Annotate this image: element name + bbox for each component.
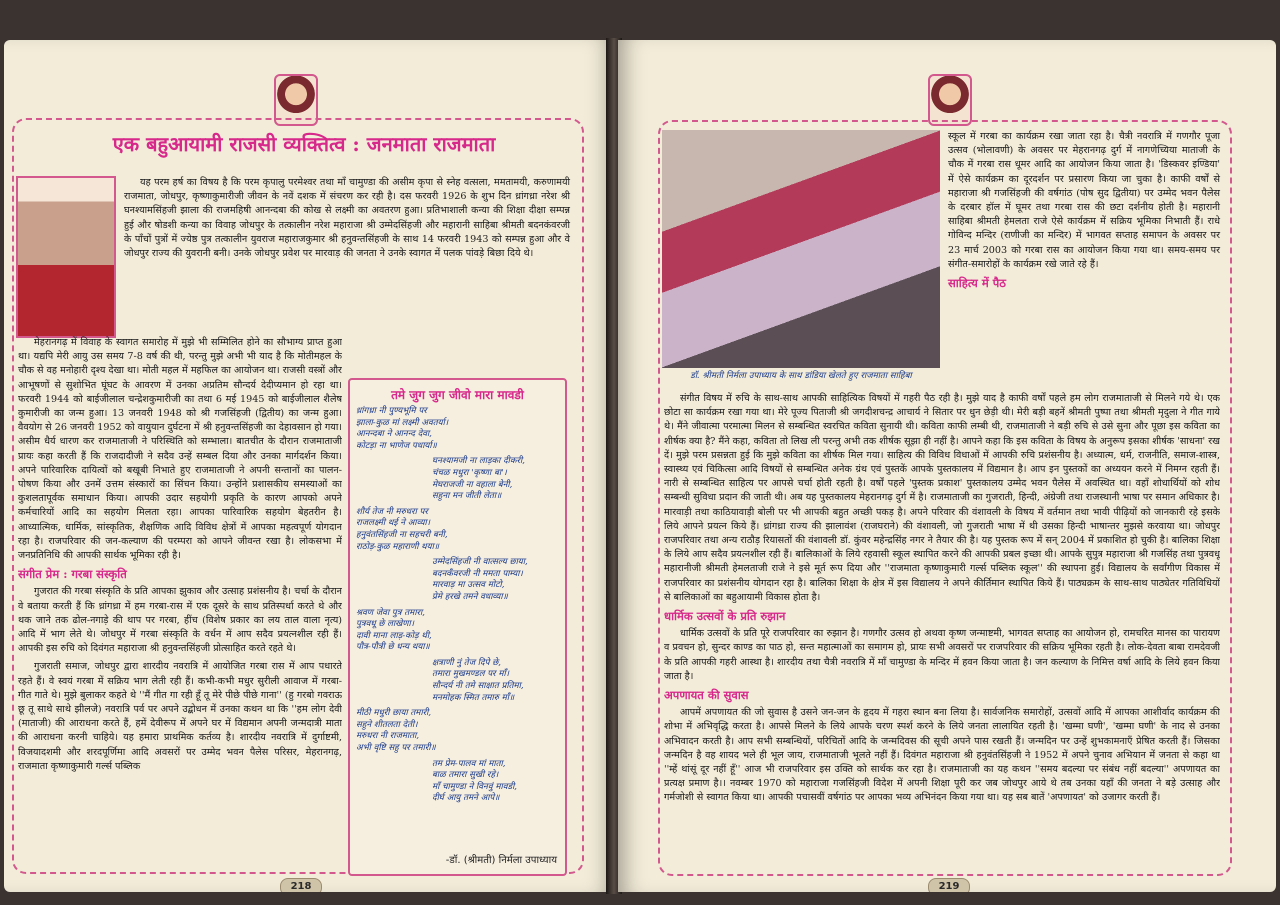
right-page [618, 40, 1276, 892]
poem-line: सहुना मन जीती लेता॥ [432, 491, 502, 502]
left-column [18, 336, 342, 872]
poem-line: मरुधरा नी राजमाता, [356, 731, 420, 742]
poem-stanza [356, 658, 559, 704]
poem-line: मारवाड़ मा उत्सव मोटो, [432, 580, 505, 591]
poem-line: तमारा मुखमण्डल पर माँ। [432, 669, 510, 680]
right-main-column [664, 392, 1220, 870]
paragraph-music: गुजरात की गरबा संस्कृति के प्रति आपका झुकाव और उत्साह प्रशंसनीय है। चर्चा के दौरान वे बताया करती हैं कि ध्रांगध्रा में हम गरबा-रास में एक दूसरे के साथ प्रतिस्पर्धा करते थे और थक जाने तक ढोल-नगाड़े की थाप पर गरबा, हींच (विशेष प्रकार का लय ताल वाला नृत्य) आदि में भाग लेते थे। जोधपुर में गरबा संस्कृति के वर्धन में आप सदैव प्रयत्नशील रही हैं। आपकी इस रुचि को दिवंगत महाराजा श्री हनुवन्तसिंहजी प्रोत्साहित करते रहते थे। [18, 586, 342, 655]
paragraph-2: मेहरानगढ़ में विवाह के स्वागत समारोह में मुझे भी सम्मिलित होने का सौभाग्य प्राप्त हुआ था। यद्यपि मेरी आयु उस समय 7-8 वर्ष की थी, परन्तु मुझे अभी भी याद है कि मोतीमहल के चौक से वह मनोहारी दृश्य देखा था। मोती महल में महफिल का आयोजन था। राजसी वस्त्रों और आभूषणों से सुशोभित घूंघट के आवरण में उनका अप्रतिम सौन्दर्य देदीप्यमान हो रहा था। फरवरी 1944 को बाईजीलाल चन्द्रेशकुमारीजी का तथा 6 मई 1945 को बाईजीलाल शैलेष कुमारीजी का जन्म हुआ। 13 जनवरी 1948 को श्री गजसिंहजी (द्वितीय) का जन्म हुआ। वैवयोग से 26 जनवरी 1952 को वायुयान दुर्घटना में श्री हनुवन्तसिंहजी का देहावसान हो गया। असीम धैर्य धारण कर राजमाताजी ने परिस्थिति को सम्भाला। बातचीत के दौरान राजमाताजी प्रायः कहा करती हैं कि राजदादीजी ने सदैव उन्हें सम्बल दिया और उनका मार्गदर्शन किया। अपने पारिवारिक दायित्वों को बखूबी निभाते हुए राजमाताजी ने अपनी सन्तानों का पालन-पोषण किया और उनमें उत्तम संस्कारों का सिंचन किया। उन्होंने प्रशासकीय समस्याओं का कुशलतापूर्वक समाधान किया। आपकी उदार सहयोगी प्रकृति के कारण आपको अपने कर्मचारियों आदि का सहयोग मिलता रहा। आपका पारिवारिक सहयोग बेहतरीन है। आध्यात्मिक, धार्मिक, सांस्कृतिक, शैक्षणिक आदि विविध क्षेत्रों में आपका महत्वपूर्ण योगदान रहा है। राजपरिवार की जन-कल्याण की परम्परा को आपने जीवन्त रखा है। लोकसभा में जनप्रतिनिधि की आपकी सार्थक भूमिका रही है। [18, 337, 342, 562]
poem-line: झाला-कुळ मां लक्ष्मी अवतर्या। [356, 417, 449, 428]
poem-line: राजलक्ष्मी थई ने आव्या। [356, 518, 430, 529]
poem-line: क्षत्राणी नुं तेज दिपे छे, [432, 657, 501, 668]
poem-line: घनश्यामजी ना लाड़का दीकरी, [432, 456, 525, 467]
paragraph-garba: गुजराती समाज, जोधपुर द्वारा शारदीय नवरात्रि में आयोजित गरबा रास में आप पधारते रहते हैं। वे स्वयं गरबा में सक्रिय भाग लेती रही हैं। कभी-कभी मधुर सुरीली आवाज में गरबा-गीत गाते थे। मुझे बुलाकर कहते थे ''मैं गीत गा रही हूँ तू मेरे पीछे पीछे गाना'' (हु गरबो गवराऊ छू तू साथे साथे झीलजे) नवरात्रि पर्व पर अपने उद्बोधन में उनका कथन था कि ''हम लोग देवी (माताजी) की आराधना करते हैं, हमें देवीरूप में अपने घर में विद्यमान अपनी जन्मदात्री माता की आराधना करनी चाहिये। यह हमारा प्राथमिक कर्तव्य है। शारदीय नवरात्रि में दुर्गाष्टमी, विजयादशमी और शरदपूर्णिमा आदि अवसरों पर उम्मेद भवन पैलेस परिसर, मेहरानगढ़, राजमाता कृष्णाकुमारी गर्ल्स पब्लिक [18, 661, 342, 772]
right-top-column [948, 130, 1220, 294]
page-number: 218 [280, 878, 322, 892]
left-page [4, 40, 614, 892]
poem-box [348, 378, 567, 876]
poem-line: दीर्घ आयु तमने आपे॥ [432, 793, 500, 804]
poem-line: ध्रांगध्रा नी पुण्यभूमि पर [356, 406, 427, 416]
poem-line: राठोड़-कुळ महाराणी थया॥ [356, 541, 440, 552]
poem-line: प्रेमे हरखे तमने वधाव्या॥ [432, 591, 508, 602]
poem-line: अभी वृष्टि सहु पर तमारी॥ [356, 743, 436, 754]
poem-line: पौत्र-पौत्री छे धन्य थया॥ [356, 642, 430, 653]
poem-line: मनमोहक स्मित तमारु माँ॥ [432, 692, 515, 703]
poem-stanza [356, 456, 559, 502]
poem-stanza [356, 759, 559, 805]
article-title: एक बहुआयामी राजसी व्यक्तित्व : जनमाता राजमाता [112, 132, 496, 156]
paragraph-apnayat: आपमें अपणायत की जो सुवास है उसने जन-जन के हृदय में गहरा स्थान बना लिया है। सार्वजनिक समारोहों, उत्सवों आदि में आपका आशीर्वाद कार्यक्रम की शोभा में अभिवृद्धि करता है। आपसे मिलने के लिये आपके चरण स्पर्श करने के लिये जनता लालायित रहती है। 'खम्मा घणी', 'खम्मा घणी' के नाद से उनका अभिवादन करती है। आप सभी सम्बन्धियों, परिचितों आदि के जन्मदिवस की सूची अपने पास रखती हैं। जन्मदिन पर उन्हें शुभकामनाएँ प्रेषित करती हैं। जिसका जन्मदिन है वह शायद भले ही भूल जाय, राजमाताजी भूलते नहीं हैं। दिवंगत महाराजा श्री हनुवंतसिंहजी ने 1952 में अपने चुनाव अभियान में जनता से कहा था ''म्हें थांसूं दूर नहीं हूँ'' आज भी राजपरिवार इस उक्ति को सार्थक कर रहा है। राजमाताजी का यह कथन ''समय बदल्या पर संबंध नहीं बदल्या'' अपणायत का प्रत्यक्ष प्रमाण है।। नवम्बर 1970 को महाराजा गजसिंहजी विदेश में अपनी शिक्षा पूरी कर जब जोधपुर आये थे तब उनका यहाँ की जनता ने बड़े उत्साह और गर्मजोशी से स्वागत किया था। आपकी पचासवीं वर्षगांठ पर आपका भव्य अभिनंदन किया गया था। यह सब बातें 'अपणायत' को उजागर करती हैं। [664, 707, 1220, 804]
page-number: 219 [928, 878, 970, 892]
poem-line: मीठी मधुरी छाया तमारी, [356, 708, 432, 719]
section-heading-religious: धार्मिक उत्सवों के प्रति रुझान [664, 609, 786, 624]
poem-stanza [356, 507, 559, 553]
poem-line: माँ चामुण्डा ने विनवुं मावडी, [432, 781, 518, 792]
intro-text-block [124, 176, 570, 265]
photo-caption: डॉ. श्रीमती निर्मला उपाध्याय के साथ डांडिया खेलते हुए राजमाता साहिबा [690, 371, 912, 381]
poem-line: मेघराजजी ना वहाला बेनी, [432, 479, 513, 490]
poem-line: श्रवण जेवा पुत्र तमारा, [356, 607, 426, 618]
paragraph-literature: संगीत विषय में रुचि के साथ-साथ आपकी साहित्यिक विषयों में गहरी पैठ रही है। मुझे याद है काफी वर्षों पहले हम लोग राजमाताजी से मिलने गये थे। एक छोटा सा कार्यक्रम रखा गया था। मेरे पूज्य पिताजी श्री जगदीशचन्द्र आचार्य ने सितार पर धुन छेड़ी थी। मेरी बड़ी बहनें श्रीमती पुष्पा तथा श्रीमती मृदुला ने गीत गाये थे। मैंने जीवात्मा परमात्मा मिलन से सम्बन्धित स्वरचित कविता सुनायी थी। कविता काफी लम्बी थी, राजमाताजी ने बड़ी रुचि से उसे सुना और पूछा इस कविता का शीर्षक क्या है? मैंने कहा, कविता तो लिख ली परन्तु अभी तक शीर्षक सूझा ही नहीं है। आपने कहा कि इस कविता के विषय के अनुरूप इसका शीर्षक 'साधना' रख दें। मुझे परम प्रसन्नता हुई कि मुझे कविता का शीर्षक मिल गया। साहित्य की विविध विधाओं में आपकी रुचि प्रशंसनीय है। अध्यात्म, धर्म, राजनीति, समाज-शास्त्र, स्वास्थ्य एवं चिकित्सा आदि विषयों से सम्बन्धित अनेक ग्रंथ एवं पुस्तकें आपके पुस्तकालय में विद्यमान है। आप इन पुस्तकों का अध्ययन करने में निमग्न रहती हैं। नारी से सम्बन्धित साहित्य पर आपसे चर्चा होती रहती है। वर्षों पहले 'पुस्तक प्रकाश' पुस्तकालय उम्मेद भवन पैलेस में अवस्थित था। वहाँ शोधार्थियों को शोध सम्बन्धी सुविधा प्रदान की जाती थी। अब यह पुस्तकालय मेहरानगढ़ दुर्ग में है। राजमाताजी का गुजराती, हिन्दी, अंग्रेजी तथा राजस्थानी भाषा पर समान अधिकार है। मारवाड़ी तथा काठियावाड़ी बोली पर भी आपकी बहुत अच्छी पकड़ है। अपने परिवार की वंशावली के विषय में वर्तमान तथा भावी पीढ़ियों को जानकारी रहे इसके लिये आपने प्रयत्न किये हैं। ध्रांगध्रा राज्य की झालावंश (राजघराने) की वंशावली, जो गुजराती भाषा में थी उसका हिन्दी भाषान्तर मुझसे करवाया था। जोधपुर राजपरिवार तथा अन्य राठौड़ रियासतों की वंशावली डॉ. कुंवर महेन्द्रसिंह नगर ने तैयार की है। यह पुस्तक रूप में सन् 2004 में प्रकाशित हो चुकी है। बालिका शिक्षा के लिये आप सदैव प्रयत्नशील रही हैं। बालिकाओं के लिये रहवासी स्कूल स्थापित करने की आपकी प्रबल इच्छा थी। आपके सुपुत्र महाराजा श्री गजसिंह तथा पुत्रवधू महारानीजी श्रीमती हेमलताजी राजे ने इसे मूर्त रूप दिया और ''राजमाता कृष्णाकुमारी गर्ल्स पब्लिक स्कूल'' की स्थापना हुई। विद्यालय के सर्वांगीण विकास में राजपरिवार का प्रशंसनीय योगदान रहा है। बालिका शिक्षा के क्षेत्र में इस विद्यालय ने अपने कीर्तिमान स्थापित किये हैं। पाठ्यक्रम के साथ-साथ पाठ्येतर गतिविधियों से बालिकाओं का बहुआयामी विकास होता है। [664, 393, 1220, 603]
poem-stanza [356, 708, 559, 754]
dandiya-photo [662, 130, 940, 368]
paragraph-garba-cont: स्कूल में गरबा का कार्यक्रम रखा जाता रहा है। चैत्री नवरात्रि में गणगौर पूजा उत्सव (भोलावणी) के अवसर पर मेहरानगढ़ दुर्ग में नागणेच्यिया माताजी के चौक में गरबा रास धूमर आदि का आयोजन किया जाता है। 'डिस्कवर इण्डिया' में ऐसे कार्यक्रम का दूरदर्शन पर प्रसारण किया जा चुका है। काफी वर्षों से महाराजा श्री गजसिंहजी की वर्षगांठ (पोष सुद द्वितीया) पर उम्मेद भवन पैलेस के दरबार हॉल में घूमर तथा गरबा रास की छटा दर्शनीय होती है। महारानी साहिबा श्रीमती हेमलता राजे ऐसे कार्यक्रम में सक्रिय भूमिका निभाती हैं। राधे गोविन्द मन्दिर (राणीजी का मन्दिर) में भागवत सप्ताह समापन के अवसर पर 23 मार्च 2003 को गरबा रास का आयोजन किया गया था। समय-समय पर संगीत-समारोहों के कार्यक्रम रखे जाते रहे हैं। [948, 131, 1220, 270]
poem-line: पुत्रवधू छे लाखेणा। [356, 619, 414, 630]
paragraph-religious: धार्मिक उत्सवों के प्रति पूरे राजपरिवार का रुझान है। गणगौर उत्सव हो अथवा कृष्ण जन्माष्टमी, भागवत सप्ताह का आयोजन हो, रामचरित मानस का पारायण व प्रवचन हो, सुन्दर काण्ड का पाठ हो, सन्त महात्माओं का समागम हो, प्रायः सभी अवसरों पर राजपरिवार की सक्रिय भूमिका रहती है। लोक-देवता बाबा रामदेवजी के प्रति आपकी गहरी आस्था है। शारदीय तथा चैत्री नवरात्रि में माँ चामुण्डा के मन्दिर में हवन किया जाता है। जन कल्याण के निमित्त वर्षा आदि के लिये हवन किया जाता है। [664, 628, 1220, 682]
poem-line: तम प्रेम-पालव मां माता, [432, 758, 506, 769]
section-heading-music: संगीत प्रेम : गरबा संस्कृति [18, 567, 127, 582]
section-heading-apnayat: अपणायत की सुवास [664, 688, 749, 703]
poem-line: चंचळ मधुरा 'कृष्णा बा'। [432, 467, 507, 478]
poem-line: उम्मेदसिंहजी नी वात्सल्य छाया, [432, 557, 528, 568]
poem-line: हनुवंतसिंहजी ना सहचरी बनी, [356, 529, 448, 540]
poem-line: सहुने शीतलता देती। [356, 719, 418, 730]
header-portrait-icon [928, 74, 972, 126]
section-heading-literature: साहित्य में पैठ [948, 276, 1006, 291]
poem-body [350, 403, 565, 812]
poem-line: सौन्दर्य नी तमे साक्षात प्रतिमा, [432, 681, 524, 692]
poem-line: बाळ तमारा सुखी रहे। [432, 770, 499, 781]
poem-title: तमे जुग जुग जीवो मारा मावडी [391, 388, 524, 402]
poem-stanza [356, 406, 559, 452]
poem-line: बदनकँवरजी नी ममता पाम्या। [432, 568, 523, 579]
poem-line: आनन्दबा ने आनन्द देवा, [356, 429, 432, 440]
rajmata-portrait [16, 176, 116, 338]
poem-stanza [356, 608, 559, 654]
poem-line: कोटड़ा ना भाणेज पधार्या॥ [356, 440, 437, 451]
poem-stanza [356, 557, 559, 603]
poem-author: -डॉ. (श्रीमती) निर्मला उपाध्याय [445, 855, 557, 866]
intro-paragraph: यह परम हर्ष का विषय है कि परम कृपालु परमेश्वर तथा माँ चामुण्डा की असीम कृपा से स्नेह वत्सला, ममतामयी, करुणामयी राजमाता, जोधपुर, कृष्णाकुमारीजी जीवन के नवें दशक में संचरण कर रही है। दस फरवरी 1926 के शुभ दिन ध्रांगध्रा नरेश श्री घनश्यामसिंहजी झाला की राजमहिषी आनन्दबा की कोख से लक्ष्मी का अवतरण हुआ। प्रतिभाशाली कन्या की शिक्षा दीक्षा सम्पन्न हुई और षोडशी कन्या का विवाह जोधपुर के तत्कालीन नरेश महाराजा श्री उम्मेदसिंहजी और महारानी साहिबा श्रीमती बदनकंवरजी के पाँचों पुत्रों में ज्येष्ठ पुत्र तत्कालीन युवराज महाराजकुमार श्री हनुवन्तसिंहजी के साथ 14 फरवरी 1943 को सम्पन्न हुआ और वे जोधपुर राज्य की युवरानी बनी। उनके जोधपुर प्रवेश पर मारवाड़ की जनता ने उनके स्वागत में पलक पांवड़े बिछा दिये थे। [124, 177, 570, 260]
poem-line: शौर्य तेज नी मरुधरा पर [356, 506, 428, 517]
poem-line: दावी माना लाड़-कोड़ थी, [356, 630, 432, 641]
